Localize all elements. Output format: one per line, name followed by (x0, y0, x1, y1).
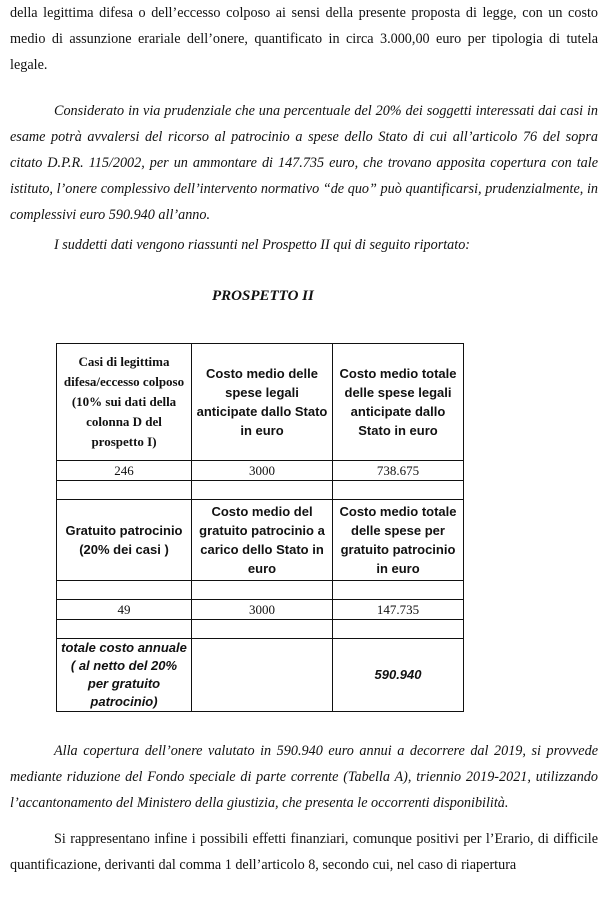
gratuito-cases-value: 49 (57, 600, 192, 620)
paragraph-1: della legittima difesa o dell’eccesso colposo ai sensi della presente proposta di legge, con un costo medio di assunzione erariale dell’onere, quantificato in circa 3.000,00 euro per tipologia di tutela legale. (10, 5, 598, 73)
table-empty-row (57, 481, 464, 500)
paragraph-3: I suddetti dati vengono riassunti nel Prospetto II qui di seguito riportato: (54, 237, 471, 253)
header-total-cost-cell: Costo medio totale delle spese legali anticipate dallo Stato in euro (333, 344, 464, 461)
gratuito-total-value: 147.735 (333, 600, 464, 620)
paragraph-4: Alla copertura dell’onere valutato in 590.940 euro annui a decorrere dal 2019, si provvede mediante riduzione del Fondo speciale di parte corrente (Tabella A), triennio 2019-2021, utilizzando l’accantonamento del Ministero della giustizia, che presenta le occorrenti disponibilità. (10, 743, 598, 811)
header-gratuito-cell: Gratuito patrocinio (20% dei casi ) (57, 500, 192, 581)
table-row (57, 461, 464, 481)
total-value: 590.940 (333, 639, 464, 712)
table-row (57, 600, 464, 620)
header-cases-cell: Casi di legittima difesa/eccesso colposo (10% sui dati della colonna D del prospetto I) (57, 344, 192, 461)
table-header-row-1 (57, 344, 464, 461)
total-label: totale costo annuale ( al netto del 20% per gratuito patrocinio) (57, 639, 192, 712)
total-cost-value: 738.675 (333, 461, 464, 481)
header-gratuito-avg-cell: Costo medio del gratuito patrocinio a carico dello Stato in euro (192, 500, 333, 581)
prospetto-table (56, 343, 464, 712)
table-header-row-2 (57, 500, 464, 581)
table-total-row (57, 639, 464, 712)
avg-cost-value: 3000 (192, 461, 333, 481)
table-empty-row (57, 620, 464, 639)
cases-value: 246 (57, 461, 192, 481)
gratuito-avg-value: 3000 (192, 600, 333, 620)
header-avg-cost-cell: Costo medio delle spese legali anticipate dallo Stato in euro (192, 344, 333, 461)
prospetto-title: PROSPETTO II (212, 288, 314, 304)
paragraph-5: Si rappresentano infine i possibili effetti finanziari, comunque positivi per l’Erario, di difficile quantificazione, derivanti dal comma 1 dell’articolo 8, secondo cui, nel caso di riapertura (10, 831, 598, 873)
header-gratuito-total-cell: Costo medio totale delle spese per gratuito patrocinio in euro (333, 500, 464, 581)
table-empty-row (57, 581, 464, 600)
paragraph-2: Considerato in via prudenziale che una percentuale del 20% dei soggetti interessati dai casi in esame potrà avvalersi del ricorso al patrocinio a spese dello Stato di cui all’articolo 76 del sopra citato D.P.R. 115/2002, per un ammontare di 147.735 euro, che trovano apposita copertura con tale istituto, l’onere complessivo dell’intervento normativo “de quo” può quantificarsi, prudenzialmente, in complessivi euro 590.940 all’anno. (10, 103, 598, 223)
